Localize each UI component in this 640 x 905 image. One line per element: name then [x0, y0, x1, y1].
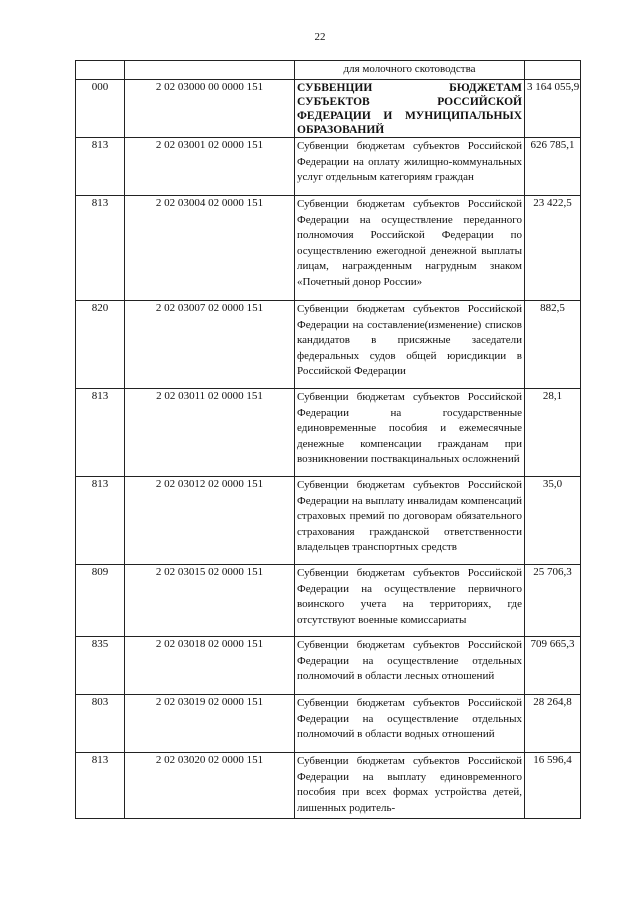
classification-code-cell: 2 02 03000 00 0000 151	[125, 80, 295, 138]
admin-code-cell: 813	[76, 389, 125, 477]
admin-code-cell: 813	[76, 196, 125, 301]
code-cell	[125, 61, 295, 80]
table-body	[76, 61, 581, 819]
amount-cell: 35,0	[525, 477, 581, 565]
continuation-text: для молочного скотоводства	[295, 61, 525, 80]
amount-cell: 25 706,3	[525, 565, 581, 637]
classification-code-cell: 2 02 03004 02 0000 151	[125, 196, 295, 301]
amount-cell: 28,1	[525, 389, 581, 477]
classification-code-cell: 2 02 03001 02 0000 151	[125, 138, 295, 196]
admin-cell	[76, 61, 125, 80]
classification-code-cell: 2 02 03020 02 0000 151	[125, 753, 295, 819]
admin-code-cell: 813	[76, 138, 125, 196]
table-row	[76, 753, 581, 819]
amount-cell: 3 164 055,9	[525, 80, 581, 138]
description-cell: Субвенции бюджетам субъектов Российской Федерации на осуществление отдельных полномочий в области лесных отношений	[295, 637, 525, 695]
amount-cell: 882,5	[525, 301, 581, 389]
classification-code-cell: 2 02 03018 02 0000 151	[125, 637, 295, 695]
table-row	[76, 389, 581, 477]
classification-code-cell: 2 02 03011 02 0000 151	[125, 389, 295, 477]
continuation-row	[76, 61, 581, 80]
classification-code-cell: 2 02 03007 02 0000 151	[125, 301, 295, 389]
amount-cell: 626 785,1	[525, 138, 581, 196]
admin-code-cell: 813	[76, 753, 125, 819]
description-cell: Субвенции бюджетам субъектов Российской Федерации на осуществление переданного полномочия Российской Федерации по осуществлению ежегодной денежной выплаты лицам, награжденным нагрудным знаком «Почетный донор России»	[295, 196, 525, 301]
table-row	[76, 637, 581, 695]
admin-code-cell: 809	[76, 565, 125, 637]
admin-code-cell: 803	[76, 695, 125, 753]
amount-cell: 16 596,4	[525, 753, 581, 819]
description-cell: Субвенции бюджетам субъектов Российской Федерации на осуществление первичного воинского учета на территориях, где отсутствуют военные комиссариаты	[295, 565, 525, 637]
description-cell: Субвенции бюджетам субъектов Российской Федерации на составление(изменение) списков кандидатов в присяжные заседатели федеральных судов общей юрисдикции в Российской Федерации	[295, 301, 525, 389]
page-number: 22	[314, 31, 326, 43]
table-row	[76, 477, 581, 565]
description-cell: Субвенции бюджетам субъектов Российской Федерации на оплату жилищно-коммунальных услуг отдельным категориям граждан	[295, 138, 525, 196]
description-cell: СУБВЕНЦИИ БЮДЖЕТАМ СУБЪЕКТОВ РОССИЙСКОЙ ФЕДЕРАЦИИ И МУНИЦИПАЛЬНЫХ ОБРАЗОВАНИЙ	[295, 80, 525, 138]
classification-code-cell: 2 02 03012 02 0000 151	[125, 477, 295, 565]
table-row	[76, 565, 581, 637]
classification-code-cell: 2 02 03015 02 0000 151	[125, 565, 295, 637]
description-cell: Субвенции бюджетам субъектов Российской Федерации на выплату единовременного пособия при всех формах устройства детей, лишенных родитель-	[295, 753, 525, 819]
budget-table	[75, 60, 581, 819]
table-row	[76, 695, 581, 753]
table-row	[76, 196, 581, 301]
table-row	[76, 138, 581, 196]
table-row	[76, 80, 581, 138]
description-cell: Субвенции бюджетам субъектов Российской Федерации на осуществление отдельных полномочий в области водных отношений	[295, 695, 525, 753]
admin-code-cell: 820	[76, 301, 125, 389]
amount-cell: 28 264,8	[525, 695, 581, 753]
amount-cell: 23 422,5	[525, 196, 581, 301]
description-cell: Субвенции бюджетам субъектов Российской Федерации на выплату инвалидам компенсаций страховых премий по договорам обязательного страхования гражданской ответственности владельцев транспортных средств	[295, 477, 525, 565]
admin-code-cell: 000	[76, 80, 125, 138]
admin-code-cell: 835	[76, 637, 125, 695]
table-row	[76, 301, 581, 389]
amount-cell	[525, 61, 581, 80]
amount-cell: 709 665,3	[525, 637, 581, 695]
classification-code-cell: 2 02 03019 02 0000 151	[125, 695, 295, 753]
description-cell: Субвенции бюджетам субъектов Российской Федерации на государственные единовременные пособия и ежемесячные денежные компенсации гражданам при возникновении поствакцинальных осложнений	[295, 389, 525, 477]
admin-code-cell: 813	[76, 477, 125, 565]
